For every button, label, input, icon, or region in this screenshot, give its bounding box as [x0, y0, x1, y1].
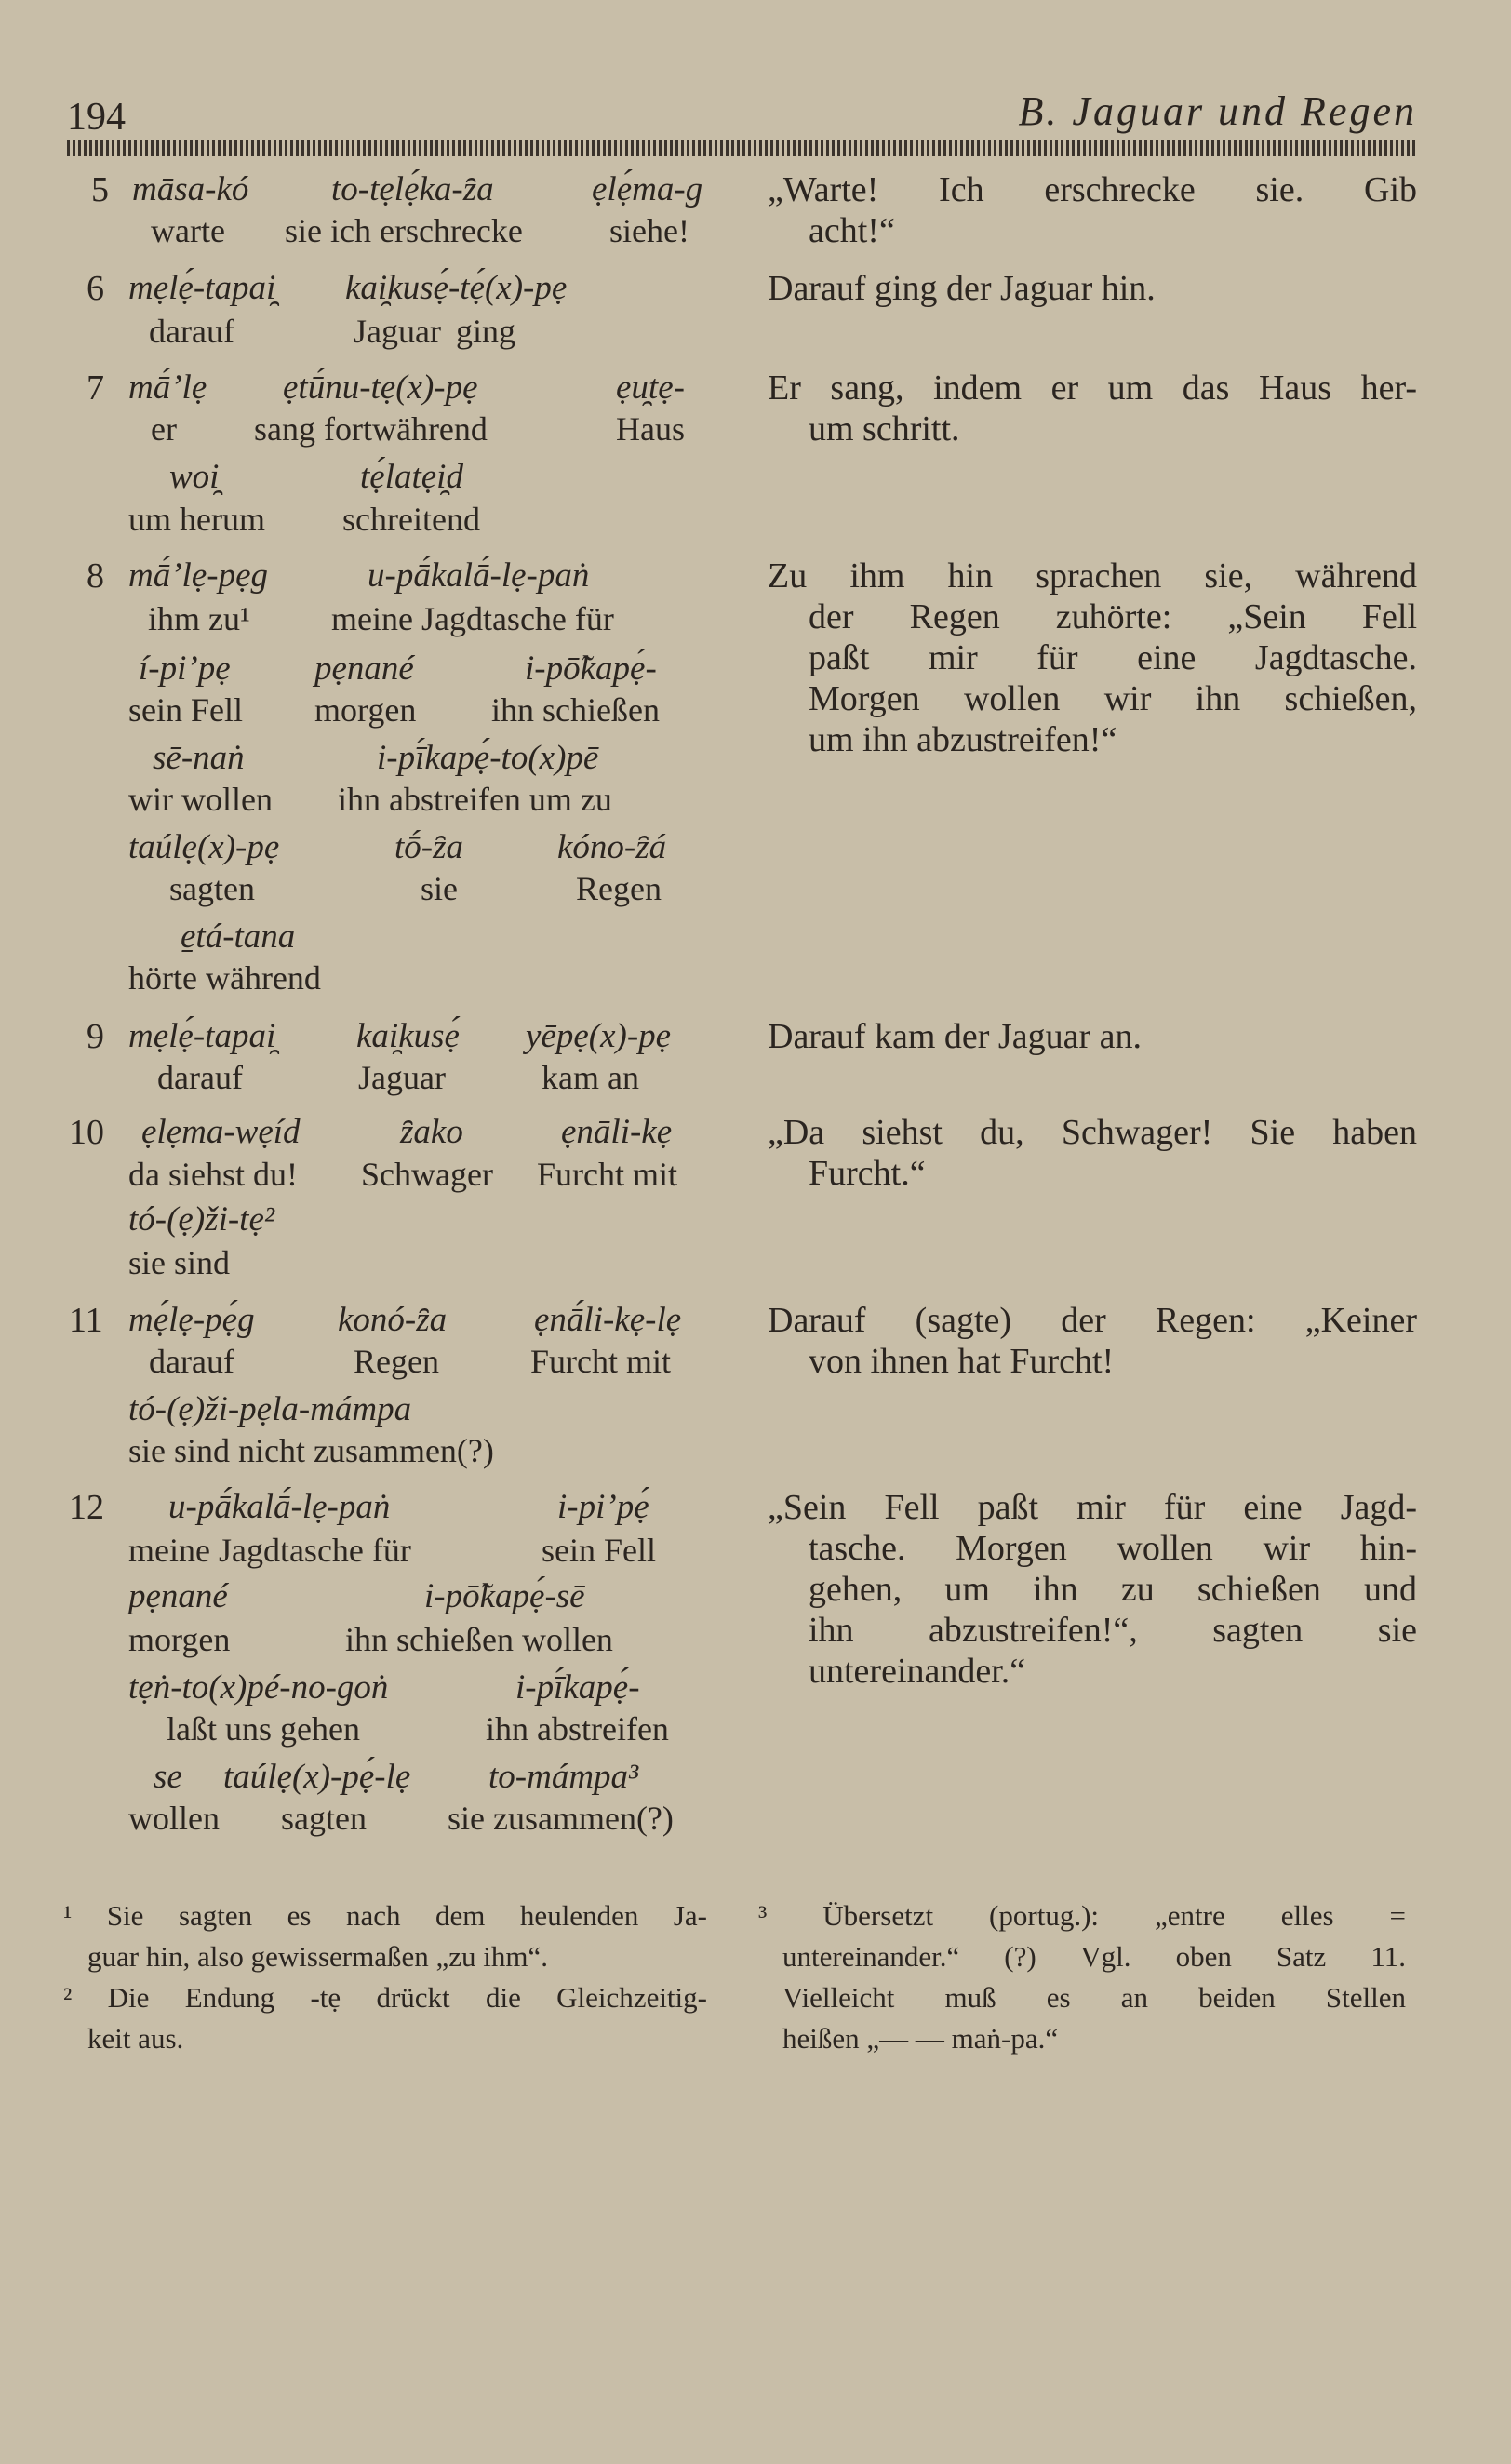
translation-line: paßt mir für eine Jagdtasche.: [809, 638, 1417, 677]
sentence-number: 5: [91, 170, 109, 209]
footnote-line: keit aus.: [87, 2022, 184, 2055]
gloss-word: Furcht mit: [537, 1156, 677, 1193]
translation-line: Darauf (sagte) der Regen: „Keiner: [768, 1301, 1417, 1340]
native-word: pẹnané: [128, 1577, 228, 1615]
native-word: mẹlẹ́-tapai̯: [128, 269, 276, 307]
native-word: i-pi’pẹ́: [557, 1488, 649, 1526]
translation-line: ihn abzustreifen!“, sagten sie: [809, 1611, 1417, 1650]
native-word: sē-naṅ: [153, 739, 245, 777]
native-word: kai̯kusẹ́-tẹ́(x)-pẹ: [345, 269, 568, 307]
footnote-line: heißen „— — maṅ-pa.“: [782, 2022, 1059, 2055]
translation-line: acht!“: [809, 211, 895, 250]
gloss-word: ihn abstreifen: [486, 1710, 669, 1748]
translation-line: um schritt.: [809, 409, 960, 449]
gloss-word: ging: [456, 313, 516, 350]
gloss-word: morgen: [314, 691, 417, 729]
gloss-word: sie: [421, 870, 458, 907]
page-number: 194: [67, 96, 126, 139]
gloss-word: Jaguar: [358, 1059, 446, 1096]
translation-line: „Da siehst du, Schwager! Sie haben: [768, 1113, 1417, 1152]
gloss-word: sie sind: [128, 1244, 231, 1281]
gloss-word: ihn schießen wollen: [345, 1621, 613, 1658]
gloss-word: sagten: [281, 1800, 367, 1837]
gloss-word: sein Fell: [128, 691, 243, 729]
native-word: māsa-kó: [132, 170, 249, 208]
gloss-word: Haus: [616, 410, 685, 448]
gloss-word: Jaguar: [354, 313, 441, 350]
translation-line: Er sang, indem er um das Haus her-: [768, 368, 1417, 408]
native-word: taúlẹ(x)-pẹ́-lẹ: [223, 1758, 411, 1796]
native-word: woi̯: [169, 458, 220, 496]
native-word: tó-(ẹ)ži-tẹ²: [128, 1200, 274, 1239]
native-word: kai̯kusẹ́: [356, 1017, 460, 1055]
gloss-word: Regen: [576, 870, 662, 907]
footnote: [758, 1895, 1406, 2059]
footnote-line: untereinander.“ (?) Vgl. oben Satz 11.: [782, 1940, 1406, 1973]
translation-line: der Regen zuhörte: „Sein Fell: [809, 597, 1417, 636]
sentence-number: 9: [87, 1017, 104, 1056]
gloss-word: kam an: [542, 1059, 639, 1096]
native-word: i-pō̃kapẹ́-: [525, 649, 657, 688]
native-word: i-pō̃kapẹ́-sē: [424, 1577, 585, 1615]
sentence-number: 12: [69, 1488, 104, 1527]
native-word: ẹlẹma-wẹíd: [141, 1113, 301, 1151]
gloss-word: ihn schießen: [491, 691, 660, 729]
gloss-word: morgen: [128, 1621, 231, 1658]
native-word: kóno-z̑á: [557, 828, 667, 866]
footnote: [63, 1895, 707, 1977]
sentence-number: 10: [69, 1113, 104, 1152]
gloss-word: darauf: [157, 1059, 243, 1096]
native-word: yēpẹ(x)-pẹ: [526, 1017, 672, 1055]
native-word: í-pi’pẹ: [139, 649, 231, 688]
translation: [768, 1300, 1417, 1382]
gloss-word: darauf: [149, 1343, 234, 1380]
translation: [768, 169, 1417, 251]
gloss-word: darauf: [149, 313, 234, 350]
gloss-word: siehe!: [609, 212, 689, 249]
translation-line: Darauf kam der Jaguar an.: [768, 1017, 1142, 1056]
native-word: konó-z̑a: [338, 1301, 448, 1339]
native-word: pẹnané: [314, 649, 414, 688]
gloss-word: meine Jagdtasche für: [331, 600, 614, 637]
translation-line: „Warte! Ich erschrecke sie. Gib: [768, 170, 1417, 209]
gloss-word: sie zusammen(?): [448, 1800, 674, 1837]
footnote-line: ³ Übersetzt (portug.): „entre elles =: [758, 1899, 1406, 1932]
footnote-line: Vielleicht muß es an beiden Stellen: [782, 1981, 1406, 2014]
footnote-line: ¹ Sie sagten es nach dem heulenden Ja-: [63, 1899, 707, 1932]
gloss-word: hörte während: [128, 959, 321, 997]
translation: [768, 268, 1417, 309]
translation: [768, 556, 1417, 760]
gloss-word: ihm zu¹: [148, 600, 250, 637]
running-title: B. Jaguar und Regen: [1018, 88, 1417, 134]
gloss-word: Furcht mit: [530, 1343, 671, 1380]
native-word: i-pī́kapẹ́-to(x)pē: [377, 739, 599, 777]
sentence-number: 8: [87, 556, 104, 596]
native-word: to-tẹlẹ́ka-z̑a: [331, 170, 494, 208]
translation-line: Zu ihm hin sprachen sie, während: [768, 556, 1417, 596]
native-word: e̱tá-tana: [181, 917, 296, 956]
gloss-word: ihn abstreifen um zu: [338, 781, 612, 818]
native-word: ẹtū́nu-tẹ(x)-pẹ: [283, 368, 478, 407]
footnote-line: guar hin, also gewissermaßen „zu ihm“.: [87, 1940, 548, 1973]
gloss-word: warte: [151, 212, 225, 249]
native-word: i-pī́kapẹ́-: [515, 1668, 640, 1707]
translation-line: tasche. Morgen wollen wir hin-: [809, 1529, 1417, 1568]
translation-line: um ihn abzustreifen!“: [809, 720, 1117, 759]
native-word: se: [154, 1758, 182, 1796]
translation-line: Darauf ging der Jaguar hin.: [768, 269, 1156, 308]
translation-line: „Sein Fell paßt mir für eine Jagd-: [768, 1488, 1417, 1527]
footnote-line: ² Die Endung -tẹ drückt die Gleichzeitig-: [63, 1981, 707, 2014]
translation: [768, 1016, 1417, 1057]
native-word: tẹ́latẹi̯d: [360, 458, 463, 496]
translation-line: gehen, um ihn zu schießen und: [809, 1570, 1417, 1609]
native-word: mā́’lẹ: [128, 368, 207, 407]
footnote: [63, 1977, 707, 2059]
gloss-word: laßt uns gehen: [167, 1710, 360, 1748]
native-word: ẹnā́li-kẹ-lẹ: [534, 1301, 682, 1339]
gloss-word: meine Jagdtasche für: [128, 1532, 411, 1569]
gloss-word: da siehst du!: [128, 1156, 298, 1193]
gloss-word: wollen: [128, 1800, 220, 1837]
native-word: u-pā́kalā́-lẹ-paṅ: [368, 556, 590, 595]
gloss-word: Schwager: [361, 1156, 493, 1193]
native-word: tó-(ẹ)ži-pẹla-mámpa: [128, 1390, 412, 1428]
native-word: mā́’lẹ-pẹg: [128, 556, 268, 595]
native-word: tẹṅ-to(x)pé-no-goṅ: [128, 1668, 389, 1707]
translation-line: Morgen wollen wir ihn schießen,: [809, 679, 1417, 718]
gloss-word: schreitend: [342, 501, 480, 538]
gloss-word: er: [151, 410, 177, 448]
native-word: tṓ-z̑a: [394, 828, 463, 866]
translation-line: untereinander.“: [809, 1652, 1026, 1691]
sentence-number: 7: [87, 368, 104, 408]
translation: [768, 368, 1417, 449]
gloss-word: sagten: [169, 870, 255, 907]
translation: [768, 1112, 1417, 1194]
native-word: u-pā́kalā́-lẹ-paṅ: [168, 1488, 391, 1526]
native-word: mẹ́lẹ-pẹ́g: [128, 1301, 255, 1339]
gloss-word: sie sind nicht zusammen(?): [128, 1432, 494, 1469]
translation-line: von ihnen hat Furcht!: [809, 1342, 1115, 1381]
header-rule: [67, 140, 1417, 156]
gloss-word: sang fortwährend: [254, 410, 488, 448]
translation-line: Furcht.“: [809, 1154, 926, 1193]
native-word: ẹu̯tẹ-: [616, 368, 685, 407]
gloss-word: wir wollen: [128, 781, 273, 818]
sentence-number: 6: [87, 269, 104, 308]
native-word: taúlẹ(x)-pẹ: [128, 828, 280, 866]
native-word: z̑ako: [400, 1113, 463, 1151]
native-word: ẹlẹ́ma-g: [592, 170, 703, 208]
gloss-word: Regen: [354, 1343, 439, 1380]
native-word: ẹnāli-kẹ: [561, 1113, 673, 1151]
gloss-word: sie ich erschrecke: [285, 212, 523, 249]
gloss-word: um herum: [128, 501, 265, 538]
native-word: mẹlẹ́-tapai̯: [128, 1017, 276, 1055]
sentence-number: 11: [69, 1301, 103, 1340]
translation: [768, 1487, 1417, 1692]
gloss-word: sein Fell: [542, 1532, 656, 1569]
native-word: to-mámpa³: [488, 1758, 639, 1796]
